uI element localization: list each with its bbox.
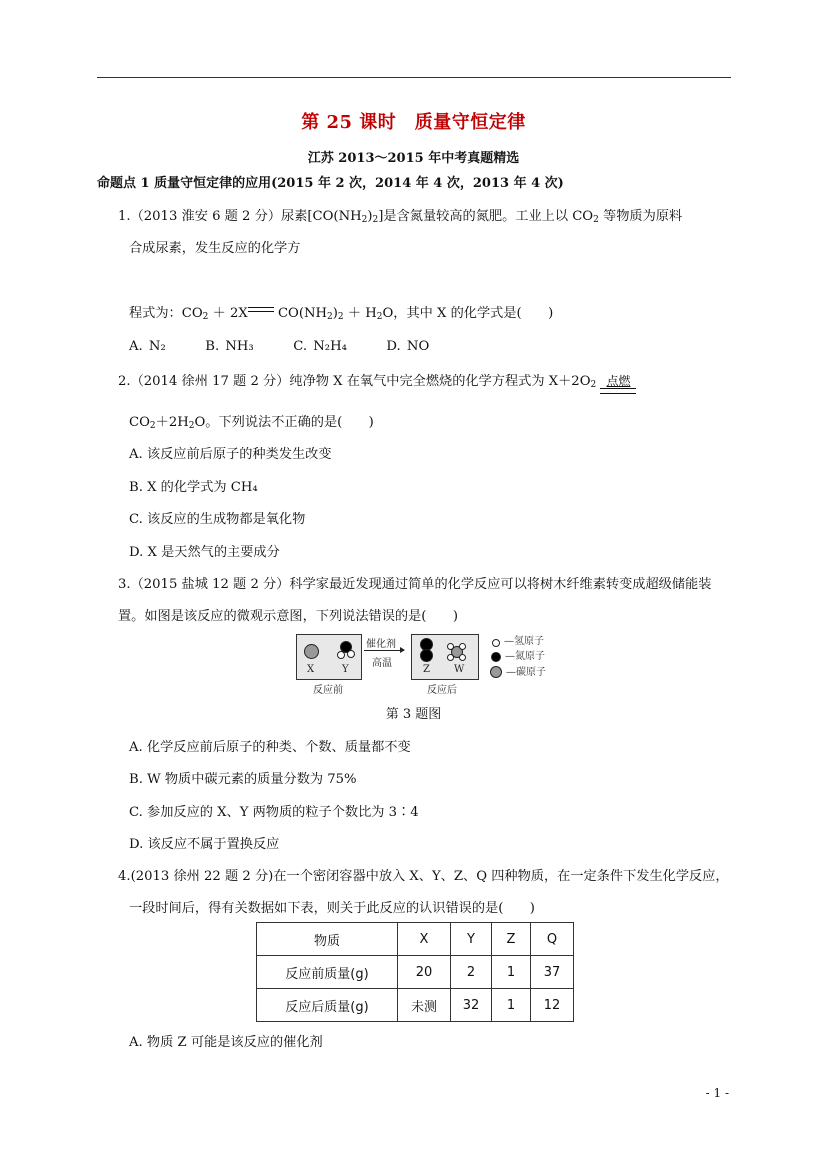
table-cell: 反应后质量(g) bbox=[257, 989, 398, 1022]
q4-option-a: A. 物质 Z 可能是该反应的催化剂 bbox=[129, 1035, 323, 1050]
figure-caption: 第 3 题图 bbox=[385, 707, 442, 722]
table-cell: 32 bbox=[451, 989, 492, 1022]
label-y: Y bbox=[342, 664, 349, 675]
label-z: Z bbox=[423, 664, 430, 675]
carbon-atom bbox=[490, 666, 502, 678]
nitrogen-atom bbox=[420, 649, 433, 662]
page-subtitle: 江苏 2013～2015 年中考真题精选 bbox=[307, 151, 520, 166]
q3-option-d: D. 该反应不属于置换反应 bbox=[129, 837, 280, 852]
q2-option-a: A. 该反应前后原子的种类发生改变 bbox=[129, 447, 332, 462]
table-cell: Z bbox=[492, 923, 531, 956]
table-cell: Q bbox=[531, 923, 574, 956]
q1-stem: 1.（2013 淮安 6 题 2 分）尿素$[CO(NH_2)_2]$是含氮量较高的氮肥。工业上以 $CO_2$ 等物质为原料 bbox=[118, 209, 683, 225]
ignition-equals: 点燃 bbox=[600, 375, 636, 394]
hydrogen-atom bbox=[492, 639, 500, 647]
q4-line2: 一段时间后，得有关数据如下表，则关于此反应的认识错误的是( ) bbox=[129, 901, 535, 916]
table-cell: 未测 bbox=[398, 989, 451, 1022]
label-w: W bbox=[454, 664, 465, 675]
hydrogen-atom bbox=[447, 654, 454, 661]
q2-option-b: B. X 的化学式为 CH₄ bbox=[129, 480, 258, 495]
q3-option-c: C. 参加反应的 X、Y 两物质的粒子个数比为 3∶4 bbox=[129, 805, 419, 820]
q2-line2: $CO_2+2H_2O$。下列说法不正确的是( ) bbox=[129, 415, 374, 431]
header-rule bbox=[97, 77, 731, 78]
label-x: X bbox=[307, 664, 315, 675]
legend-hydrogen: —氢原子 bbox=[492, 632, 544, 647]
hydrogen-atom bbox=[337, 651, 345, 659]
q3-option-b: B. W 物质中碳元素的质量分数为 75% bbox=[129, 772, 357, 787]
q2-option-d: D. X 是天然气的主要成分 bbox=[129, 545, 280, 560]
label-after: 反应后 bbox=[427, 685, 457, 696]
equals-sign bbox=[248, 305, 274, 315]
page-number: - 1 - bbox=[705, 1086, 729, 1100]
table-cell: 反应前质量(g) bbox=[257, 956, 398, 989]
q4-stem: 4.(2013 徐州 22 题 2 分)在一个密闭容器中放入 X、Y、Z、Q 四种物质，在一定条件下发生化学反应， bbox=[118, 869, 729, 884]
arrow-condition-bottom: 高温 bbox=[372, 658, 392, 669]
table-row bbox=[257, 989, 574, 1022]
carbon-atom bbox=[304, 644, 319, 659]
table-cell: 1 bbox=[492, 989, 531, 1022]
q3-stem: 3.（2015 盐城 12 题 2 分）科学家最近发现通过简单的化学反应可以将树木纤维素转变成超级储能装 bbox=[118, 577, 712, 592]
table-cell: X bbox=[398, 923, 451, 956]
section-heading: 命题点 1 质量守恒定律的应用(2015 年 2 次，2014 年 4 次，2013 年 4 次) bbox=[97, 176, 564, 191]
table-cell: 20 bbox=[398, 956, 451, 989]
hydrogen-atom bbox=[347, 650, 355, 658]
table-row bbox=[257, 956, 574, 989]
table-cell: 12 bbox=[531, 989, 574, 1022]
mass-data-table bbox=[256, 922, 574, 1022]
q3-option-a: A. 化学反应前后原子的种类、个数、质量都不变 bbox=[129, 740, 411, 755]
reaction-arrow bbox=[364, 650, 404, 651]
q1-options: A. N₂ B. NH₃ C. N₂H₄ D. NO bbox=[129, 339, 430, 354]
hydrogen-atom bbox=[459, 654, 466, 661]
q2-stem: 2.（2014 徐州 17 题 2 分）纯净物 X 在氧气中完全燃烧的化学方程式为 $X+2O_2$ 点燃 bbox=[118, 370, 636, 394]
hydrogen-atom bbox=[459, 643, 466, 650]
legend-nitrogen: —氮原子 bbox=[491, 647, 545, 662]
arrow-condition-top: 催化剂 bbox=[366, 639, 396, 650]
table-cell: 37 bbox=[531, 956, 574, 989]
table-cell: Y bbox=[451, 923, 492, 956]
label-before: 反应前 bbox=[313, 685, 343, 696]
q1-equation: 程式为：$CO_2 + 2X$ $CO(NH_2)_2 + H_2O$，其中 X 的化学式是( ) bbox=[129, 306, 554, 322]
arrow-head-icon bbox=[400, 647, 405, 653]
reaction-diagram bbox=[296, 632, 596, 694]
table-header-row bbox=[257, 923, 574, 956]
q1-line2: 合成尿素，发生反应的化学方 bbox=[129, 241, 301, 256]
table-cell: 2 bbox=[451, 956, 492, 989]
q2-option-c: C. 该反应的生成物都是氧化物 bbox=[129, 512, 306, 527]
legend-carbon: —碳原子 bbox=[490, 663, 546, 678]
nitrogen-atom bbox=[491, 652, 501, 662]
table-cell: 1 bbox=[492, 956, 531, 989]
table-cell: 物质 bbox=[257, 923, 398, 956]
page-title: 第 25 课时 质量守恒定律 bbox=[301, 112, 526, 133]
q3-line2: 置。如图是该反应的微观示意图，下列说法错误的是( ) bbox=[118, 609, 458, 624]
hydrogen-atom bbox=[447, 643, 454, 650]
